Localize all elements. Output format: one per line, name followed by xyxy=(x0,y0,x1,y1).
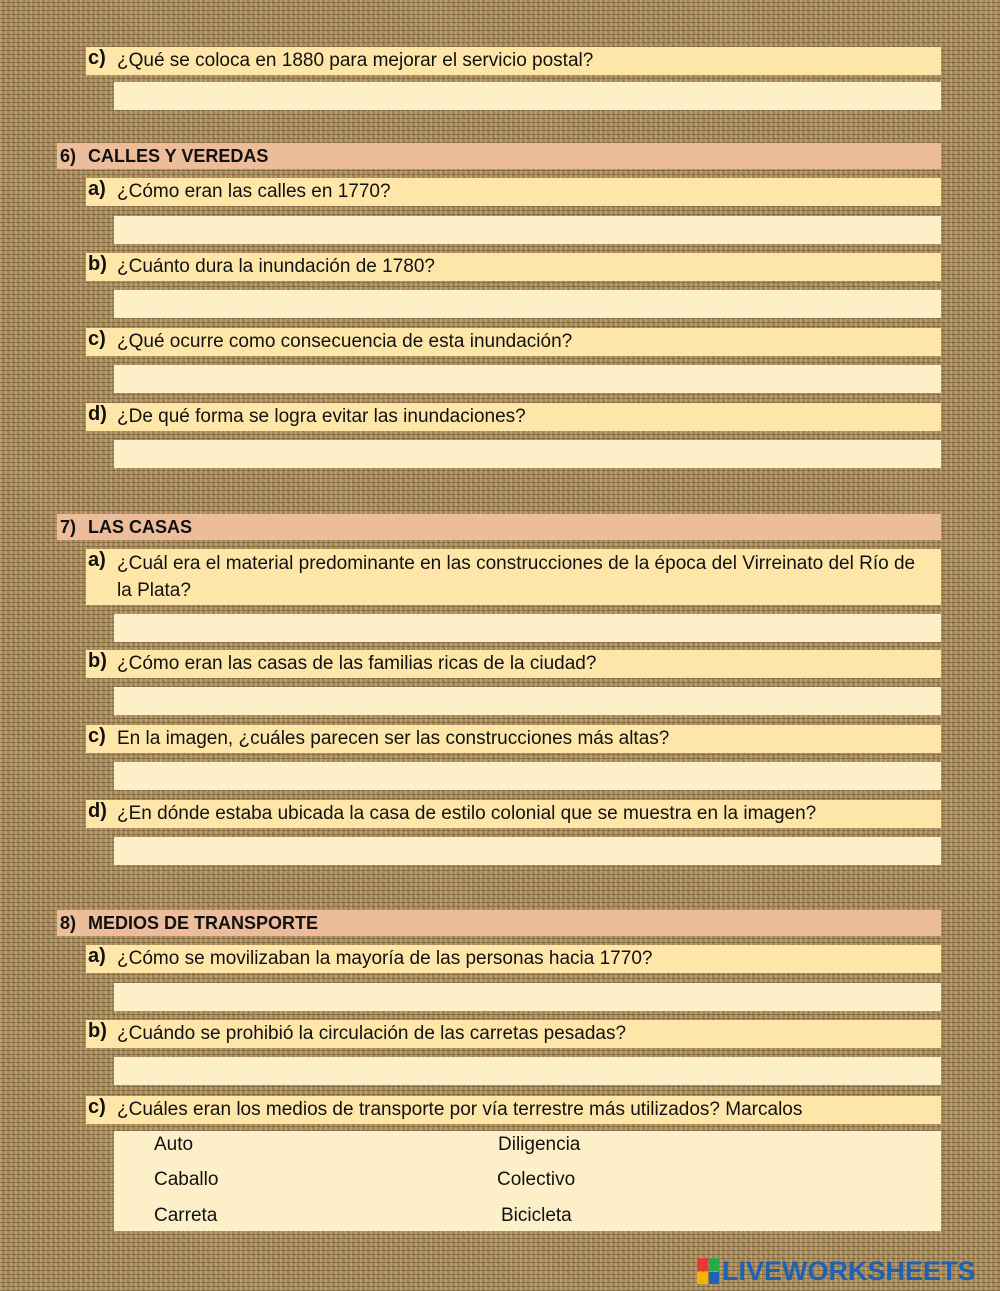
answer-field-8a[interactable] xyxy=(114,983,941,1011)
question-letter: d) xyxy=(88,800,107,822)
question-letter: b) xyxy=(88,1020,107,1042)
answer-field-6d[interactable] xyxy=(114,440,941,468)
question-letter: a) xyxy=(88,178,106,200)
question-5c xyxy=(86,47,941,75)
transport-options xyxy=(114,1131,941,1231)
option-carreta[interactable]: Carreta xyxy=(154,1205,218,1226)
question-6c xyxy=(86,328,941,356)
answer-field-6a[interactable] xyxy=(114,216,941,244)
question-letter: c) xyxy=(88,328,106,350)
answer-field-7a[interactable] xyxy=(114,614,941,642)
question-text: ¿Qué se coloca en 1880 para mejorar el servicio postal? xyxy=(117,50,594,71)
question-text: ¿Cuál era el material predominante en las construcciones de la época del Virreinato del Río de la Plata? xyxy=(117,553,916,601)
question-text: En la imagen, ¿cuáles parecen ser las construcciones más altas? xyxy=(117,728,670,749)
logo-text: LIVEWORKSHEETS xyxy=(722,1255,976,1286)
question-8a xyxy=(86,945,941,973)
question-7b xyxy=(86,650,941,678)
answer-field-7b[interactable] xyxy=(114,687,941,715)
question-8c xyxy=(86,1096,941,1124)
option-caballo[interactable]: Caballo xyxy=(154,1169,219,1190)
answer-field-5c[interactable] xyxy=(114,82,941,110)
section-title: MEDIOS DE TRANSPORTE xyxy=(88,913,319,933)
question-7a xyxy=(86,549,941,605)
section-title: LAS CASAS xyxy=(88,517,193,537)
question-letter: c) xyxy=(88,47,106,69)
question-text: ¿Cómo se movilizaban la mayoría de las personas hacia 1770? xyxy=(117,948,653,969)
answer-field-6b[interactable] xyxy=(114,290,941,318)
question-letter: d) xyxy=(88,403,107,425)
question-text: ¿Cómo eran las casas de las familias ricas de la ciudad? xyxy=(117,653,597,674)
question-text: ¿Cuáles eran los medios de transporte por vía terrestre más utilizados? Marcalos xyxy=(117,1099,803,1120)
logo-mark-icon xyxy=(697,1258,719,1284)
section-number: 8) xyxy=(60,913,77,933)
option-colectivo[interactable]: Colectivo xyxy=(497,1169,576,1190)
option-auto[interactable]: Auto xyxy=(154,1134,194,1155)
option-diligencia[interactable]: Diligencia xyxy=(498,1134,581,1155)
question-text: ¿Cuánto dura la inundación de 1780? xyxy=(117,256,435,277)
question-6a xyxy=(86,178,941,206)
question-letter: a) xyxy=(88,549,106,571)
answer-field-7c[interactable] xyxy=(114,762,941,790)
question-text: ¿Cuándo se prohibió la circulación de las carretas pesadas? xyxy=(117,1023,627,1044)
question-text: ¿Qué ocurre como consecuencia de esta inundación? xyxy=(117,331,573,352)
question-text: ¿Cómo eran las calles en 1770? xyxy=(117,181,391,202)
section-title: CALLES Y VEREDAS xyxy=(88,146,269,166)
answer-field-6c[interactable] xyxy=(114,365,941,393)
answer-field-7d[interactable] xyxy=(114,837,941,865)
question-8b xyxy=(86,1020,941,1048)
question-text: ¿De qué forma se logra evitar las inundaciones? xyxy=(117,406,526,427)
section-number: 7) xyxy=(60,517,77,537)
answer-field-8b[interactable] xyxy=(114,1057,941,1085)
question-letter: b) xyxy=(88,253,107,275)
question-6d xyxy=(86,403,941,431)
section-number: 6) xyxy=(60,146,77,166)
question-letter: a) xyxy=(88,945,106,967)
question-6b xyxy=(86,253,941,281)
question-7d xyxy=(86,800,941,828)
question-text: ¿En dónde estaba ubicada la casa de estilo colonial que se muestra en la imagen? xyxy=(117,803,817,824)
question-letter: c) xyxy=(88,1096,106,1118)
question-letter: b) xyxy=(88,650,107,672)
liveworksheets-logo xyxy=(697,1256,976,1286)
section-header-6 xyxy=(57,143,941,169)
question-7c xyxy=(86,725,941,753)
section-header-7 xyxy=(57,514,941,540)
section-header-8 xyxy=(57,910,941,936)
question-letter: c) xyxy=(88,725,106,747)
option-bicicleta[interactable]: Bicicleta xyxy=(501,1205,572,1226)
